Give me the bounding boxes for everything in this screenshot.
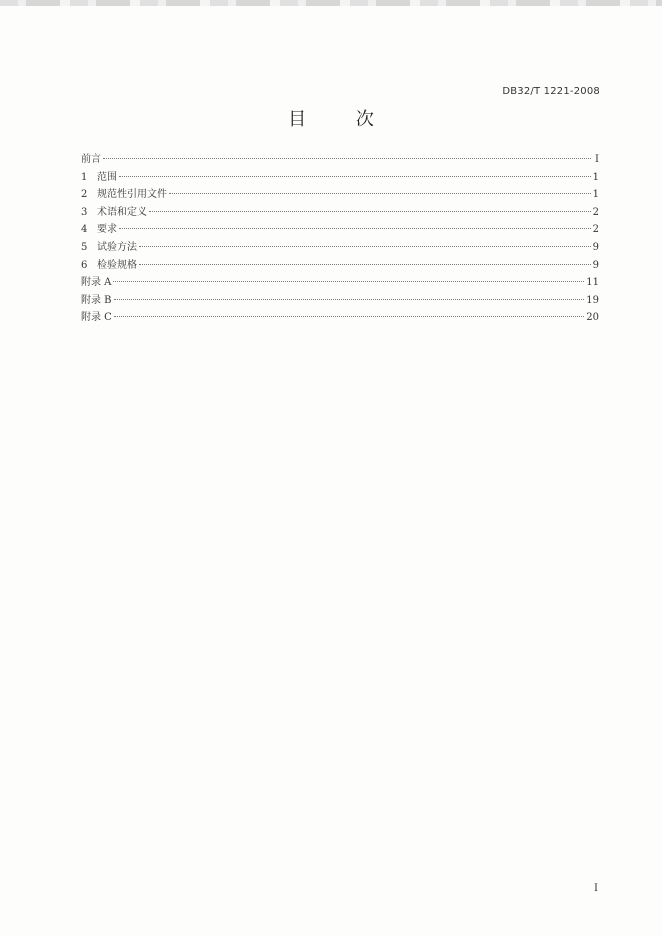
scan-edge-artifact	[0, 0, 662, 6]
toc-entry-scope[interactable]	[81, 168, 599, 186]
toc-entry-page: 1	[592, 189, 599, 201]
toc-entry-foreword[interactable]	[81, 150, 599, 168]
leader-dots	[139, 246, 591, 247]
toc-entry-label: 前言	[81, 154, 101, 165]
leader-dots	[119, 176, 591, 177]
table-of-contents	[81, 150, 599, 326]
toc-entry-number: 5	[81, 241, 88, 253]
toc-entry-page: 2	[592, 206, 599, 218]
toc-entry-requirements[interactable]	[81, 220, 599, 238]
toc-entry-label: 试验方法	[97, 241, 137, 253]
leader-dots	[139, 264, 591, 265]
toc-entry-test-methods[interactable]	[81, 238, 599, 256]
toc-title: 目 次	[288, 109, 396, 130]
toc-entry-appendix-b[interactable]	[81, 291, 599, 309]
toc-entry-page: 9	[592, 241, 599, 253]
toc-entry-page: 9	[592, 259, 599, 271]
toc-entry-number: 3	[81, 206, 88, 218]
toc-entry-page: 19	[586, 294, 599, 306]
toc-entry-label: 附录 C	[81, 312, 112, 324]
toc-entry-number: 2	[81, 189, 88, 201]
toc-entry-label: 范围	[97, 171, 117, 183]
leader-dots	[119, 228, 591, 229]
toc-entry-label: 检验规格	[97, 259, 137, 271]
toc-entry-number: 6	[81, 259, 88, 271]
toc-entry-page: 20	[586, 312, 599, 324]
leader-dots	[103, 158, 591, 159]
document-code: DB32/T 1221-2008	[502, 86, 600, 97]
leader-dots	[114, 299, 585, 300]
toc-entry-appendix-a[interactable]	[81, 273, 599, 291]
toc-entry-number: 4	[81, 224, 88, 236]
toc-entry-normative-references[interactable]	[81, 185, 599, 203]
toc-entry-inspection-rules[interactable]	[81, 256, 599, 274]
page-number: I	[594, 883, 598, 894]
toc-entry-label: 术语和定义	[97, 206, 147, 218]
leader-dots	[169, 193, 591, 194]
toc-entry-label: 规范性引用文件	[97, 189, 167, 201]
leader-dots	[149, 211, 591, 212]
toc-entry-appendix-c[interactable]	[81, 308, 599, 326]
toc-entry-label: 附录 A	[81, 277, 112, 289]
toc-entry-label: 附录 B	[81, 294, 112, 306]
toc-entry-page: 2	[592, 224, 599, 236]
toc-entry-page: 1	[592, 171, 599, 183]
toc-entry-page: 11	[586, 277, 599, 289]
toc-entry-page: I	[595, 154, 599, 165]
leader-dots	[113, 281, 584, 282]
toc-entry-terms-definitions[interactable]	[81, 203, 599, 221]
toc-entry-number: 1	[81, 171, 88, 183]
toc-entry-label: 要求	[97, 224, 117, 236]
leader-dots	[114, 316, 584, 317]
